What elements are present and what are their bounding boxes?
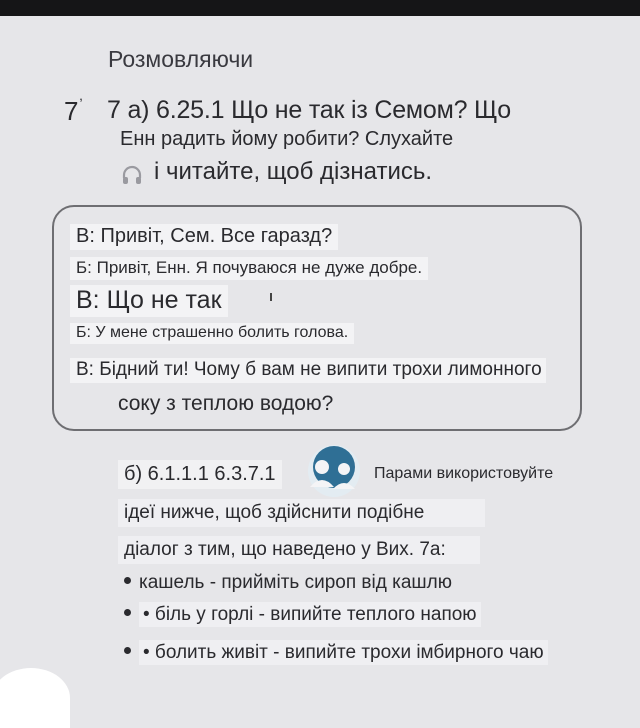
dialog-line-1: В: Привіт, Сем. Все гаразд?: [70, 224, 338, 250]
pairs-instruction: Парами використовуйте: [374, 465, 554, 482]
list-item: • болить живіт - випийте трохи імбирного чаю: [124, 642, 548, 664]
bullet-icon: [124, 647, 131, 654]
top-status-bar: [0, 0, 640, 16]
exercise-instruction-line: Енн радить йому робити? Слухайте: [120, 128, 454, 150]
list-item: • біль у горлі - випийте теплого напою: [124, 604, 481, 626]
list-item: кашель - прийміть сироп від кашлю: [124, 572, 452, 594]
dialog-line-5: В: Бідний ти! Чому б вам не випити трохи лимонного: [70, 358, 546, 383]
part-b-line3: діалог з тим, що наведено у Вих. 7а:: [118, 536, 480, 564]
exercise-instruction-line2: і читайте, щоб дізнатись.: [154, 158, 433, 185]
corner-overlay: [0, 668, 70, 728]
dialog-line-2: Б: Привіт, Енн. Я почуваюся не дуже добре.: [70, 257, 428, 280]
dialog-line-6: соку з теплою водою?: [112, 391, 339, 418]
part-b-line2: ідеї нижче, щоб здійснити подібне: [118, 499, 485, 527]
dialog-line-4: Б: У мене страшенно болить голова.: [70, 323, 354, 344]
bullet-icon: [124, 609, 131, 616]
part-b-label: б) 6.1.1.1 6.3.7.1: [118, 460, 282, 489]
cursor-mark: [270, 293, 272, 301]
exercise-heading: 7 а) 6.25.1 Що не так із Семом? Що: [107, 96, 511, 124]
dialog-line-3: В: Що не так: [70, 285, 228, 317]
pair-work-icon: [300, 443, 364, 499]
exercise-number: $7^ʼ$: [64, 96, 83, 126]
section-title: Розмовляючи: [108, 46, 254, 72]
bullet-icon: [124, 577, 131, 584]
